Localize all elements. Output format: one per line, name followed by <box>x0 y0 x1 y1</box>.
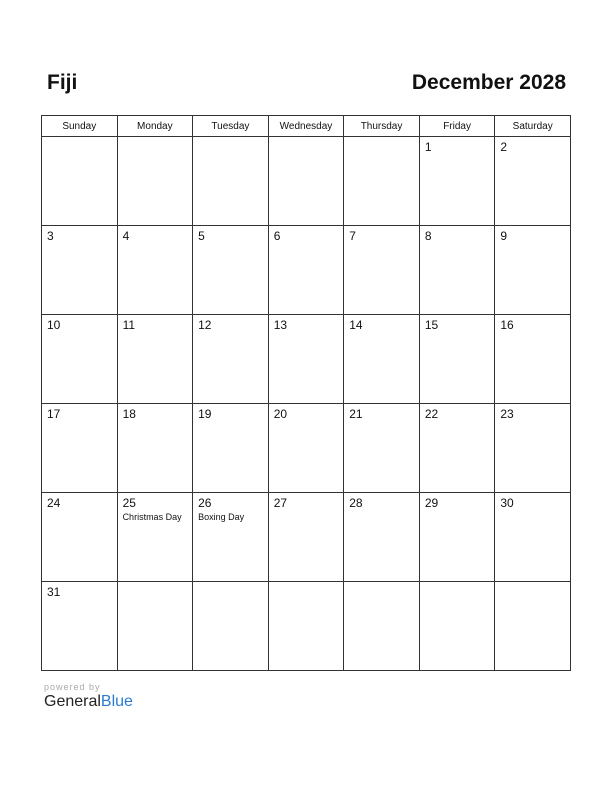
day-number: 2 <box>500 140 508 154</box>
day-number: 7 <box>349 229 356 243</box>
day-number: 27 <box>273 496 288 510</box>
day-cell <box>268 315 344 404</box>
brand-general: General <box>44 693 101 710</box>
footer <box>44 682 133 711</box>
week-row <box>42 315 571 404</box>
weekday-wednesday: Wednesday <box>268 116 344 137</box>
day-cell <box>268 404 344 493</box>
day-cell <box>117 315 193 404</box>
day-number: 19 <box>198 407 212 421</box>
calendar-grid <box>41 115 571 671</box>
day-number: 20 <box>273 407 288 421</box>
day-cell <box>42 137 118 226</box>
month-year-title: December 2028 <box>411 71 566 94</box>
day-number: 11 <box>122 318 136 332</box>
weekday-header-row <box>42 116 571 137</box>
day-cell <box>268 226 344 315</box>
weekday-tuesday: Tuesday <box>193 116 269 137</box>
day-cell <box>193 315 269 404</box>
day-cell <box>193 137 269 226</box>
day-cell <box>117 137 193 226</box>
day-cell <box>344 315 420 404</box>
day-number: 23 <box>500 407 514 421</box>
day-cell <box>42 582 118 671</box>
day-cell <box>344 137 420 226</box>
day-cell <box>117 404 193 493</box>
day-number: 4 <box>122 229 130 243</box>
day-number: 15 <box>424 318 439 332</box>
day-cell <box>193 493 269 582</box>
day-number: 3 <box>47 229 54 243</box>
week-row <box>42 404 571 493</box>
day-cell <box>495 137 571 226</box>
weekday-sunday: Sunday <box>42 116 118 137</box>
day-cell <box>419 582 495 671</box>
day-number: 9 <box>500 229 508 243</box>
day-cell <box>42 404 118 493</box>
day-number: 29 <box>424 496 439 510</box>
week-row <box>42 493 571 582</box>
day-number: 21 <box>349 407 363 421</box>
day-cell <box>42 315 118 404</box>
weekday-monday: Monday <box>117 116 193 137</box>
day-number: 12 <box>198 318 212 332</box>
day-cell <box>419 137 495 226</box>
day-number: 6 <box>273 229 281 243</box>
day-number: 30 <box>500 496 514 510</box>
day-cell <box>495 315 571 404</box>
day-number: 14 <box>349 318 363 332</box>
day-cell <box>268 582 344 671</box>
day-number: 13 <box>273 318 288 332</box>
day-number: 28 <box>349 496 363 510</box>
day-cell <box>495 404 571 493</box>
day-cell <box>419 315 495 404</box>
day-cell <box>344 493 420 582</box>
week-row <box>42 226 571 315</box>
day-cell <box>495 582 571 671</box>
week-row <box>42 582 571 671</box>
day-cell <box>193 582 269 671</box>
day-number: 1 <box>424 140 432 154</box>
holiday-label: Christmas Day <box>122 512 182 522</box>
day-number: 22 <box>424 407 439 421</box>
day-number: 5 <box>198 229 205 243</box>
calendar-body <box>42 137 571 671</box>
weekday-friday: Friday <box>419 116 495 137</box>
day-cell <box>419 226 495 315</box>
day-number: 26 <box>198 496 212 510</box>
day-cell <box>42 226 118 315</box>
day-number: 16 <box>500 318 514 332</box>
day-number: 10 <box>47 318 61 332</box>
day-cell <box>268 137 344 226</box>
day-cell <box>344 404 420 493</box>
day-cell <box>419 493 495 582</box>
brand-blue: Blue <box>100 693 133 710</box>
week-row <box>42 137 571 226</box>
day-cell <box>495 493 571 582</box>
weekday-thursday: Thursday <box>344 116 420 137</box>
day-cell <box>193 404 269 493</box>
weekday-saturday: Saturday <box>495 116 571 137</box>
day-number: 25 <box>122 496 136 510</box>
day-cell <box>193 226 269 315</box>
day-cell <box>117 582 193 671</box>
country-title: Fiji <box>47 71 78 94</box>
day-number: 24 <box>47 496 61 510</box>
generalblue-logo[interactable] <box>44 693 133 711</box>
day-number: 31 <box>47 585 61 599</box>
day-cell <box>117 226 193 315</box>
holiday-label: Boxing Day <box>198 512 245 522</box>
day-number: 8 <box>424 229 432 243</box>
day-cell <box>344 582 420 671</box>
day-cell <box>419 404 495 493</box>
day-number: 17 <box>47 407 61 421</box>
powered-by-label: powered by <box>44 682 101 692</box>
day-cell <box>42 493 118 582</box>
day-cell <box>268 493 344 582</box>
day-number: 18 <box>122 407 136 421</box>
day-cell <box>495 226 571 315</box>
day-cell <box>117 493 193 582</box>
day-cell <box>344 226 420 315</box>
